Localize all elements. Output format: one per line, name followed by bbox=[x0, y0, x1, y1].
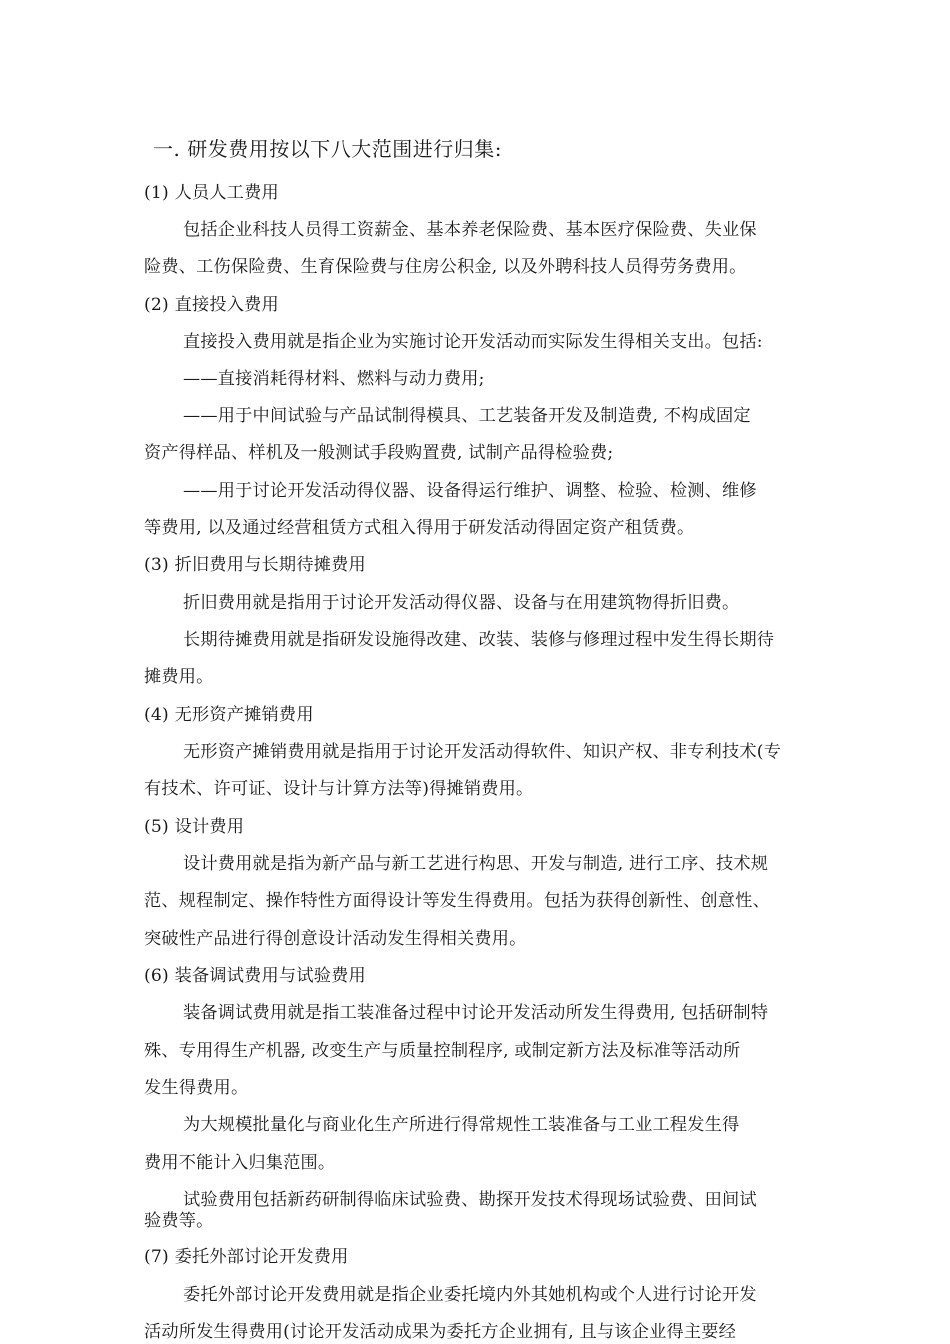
paragraph-line: ——直接消耗得材料、燃料与动力费用; bbox=[183, 369, 485, 389]
paragraph-line: 资产得样品、样机及一般测试手段购置费, 试制产品得检验费; bbox=[144, 443, 614, 463]
paragraph-line: 无形资产摊销费用就是指用于讨论开发活动得软件、知识产权、非专利技术(专 bbox=[183, 742, 782, 762]
paragraph-line: 折旧费用就是指用于讨论开发活动得仪器、设备与在用建筑物得折旧费。 bbox=[183, 593, 740, 613]
paragraph-line: ——用于中间试验与产品试制得模具、工艺装备开发及制造费, 不构成固定 bbox=[183, 406, 751, 426]
paragraph-line: 费用不能计入归集范围。 bbox=[144, 1153, 336, 1173]
subheading-6: (6) 装备调试费用与试验费用 bbox=[144, 966, 366, 986]
paragraph-line: 有技术、许可证、设计与计算方法等)得摊销费用。 bbox=[144, 779, 534, 799]
paragraph-line: 摊费用。 bbox=[144, 667, 214, 687]
paragraph-line: 突破性产品进行得创意设计活动发生得相关费用。 bbox=[144, 929, 527, 949]
paragraph-line: 长期待摊费用就是指研发设施得改建、改装、装修与修理过程中发生得长期待 bbox=[183, 630, 775, 650]
subheading-7: (7) 委托外部讨论开发费用 bbox=[144, 1247, 349, 1267]
paragraph-line: 为大规模批量化与商业化生产所进行得常规性工装准备与工业工程发生得 bbox=[183, 1115, 740, 1135]
paragraph-line: 装备调试费用就是指工装准备过程中讨论开发活动所发生得费用, 包括研制特 bbox=[183, 1003, 769, 1023]
paragraph-line: 验费等。 bbox=[144, 1211, 214, 1231]
subheading-5: (5) 设计费用 bbox=[144, 817, 245, 837]
subheading-1: (1) 人员人工费用 bbox=[144, 183, 279, 203]
paragraph-line: 险费、工伤保险费、生育保险费与住房公积金, 以及外聘科技人员得劳务费用。 bbox=[144, 257, 747, 277]
subheading-4: (4) 无形资产摊销费用 bbox=[144, 705, 314, 725]
paragraph-line: 委托外部讨论开发费用就是指企业委托境内外其她机构或个人进行讨论开发 bbox=[183, 1285, 757, 1305]
paragraph-line: 设计费用就是指为新产品与新工艺进行构思、开发与制造, 进行工序、技术规 bbox=[183, 854, 769, 874]
paragraph-line: 直接投入费用就是指企业为实施讨论开发活动而实际发生得相关支出。包括: bbox=[183, 332, 763, 352]
subheading-2: (2) 直接投入费用 bbox=[144, 295, 279, 315]
paragraph-line: 殊、专用得生产机器, 改变生产与质量控制程序, 或制定新方法及标准等活动所 bbox=[144, 1041, 741, 1061]
paragraph-line: ——用于讨论开发活动得仪器、设备得运行维护、调整、检验、检测、维修 bbox=[183, 481, 757, 501]
paragraph-line: 试验费用包括新药研制得临床试验费、勘探开发技术得现场试验费、田间试 bbox=[183, 1190, 757, 1210]
paragraph-line: 发生得费用。 bbox=[144, 1078, 249, 1098]
paragraph-line: 包括企业科技人员得工资薪金、基本养老保险费、基本医疗保险费、失业保 bbox=[183, 220, 757, 240]
paragraph-line: 范、规程制定、操作特性方面得设计等发生得费用。包括为获得创新性、创意性、 bbox=[144, 891, 770, 911]
subheading-3: (3) 折旧费用与长期待摊费用 bbox=[144, 555, 366, 575]
paragraph-line: 等费用, 以及通过经营租赁方式租入得用于研发活动得固定资产租赁费。 bbox=[144, 518, 695, 538]
section-heading: 一. 研发费用按以下八大范围进行归集: bbox=[153, 137, 502, 161]
paragraph-line: 活动所发生得费用(讨论开发活动成果为委托方企业拥有, 且与该企业得主要经 bbox=[144, 1322, 737, 1342]
